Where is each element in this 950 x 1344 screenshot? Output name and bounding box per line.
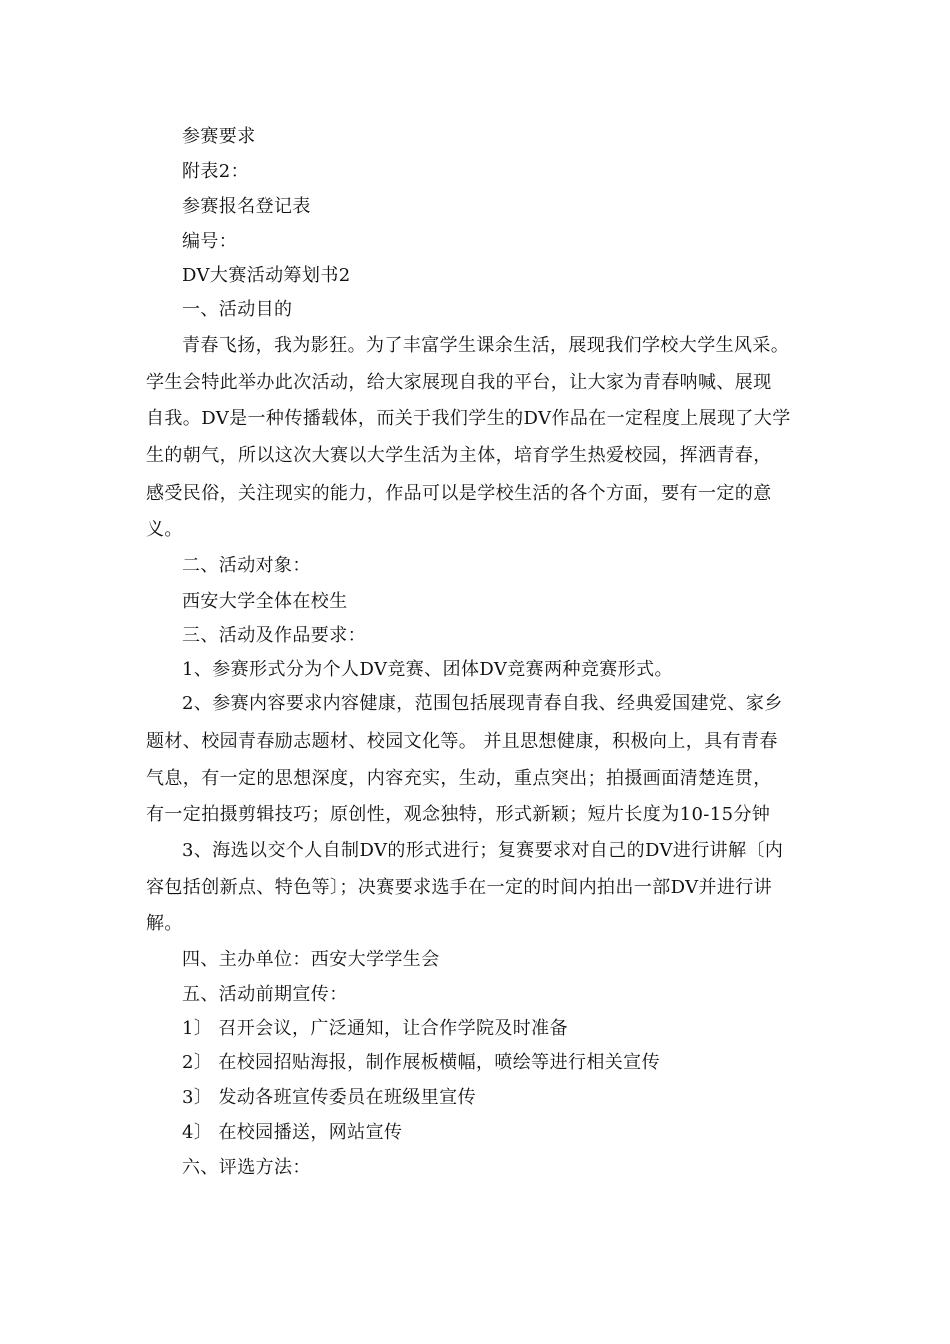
appendix-label: 附表2： [182,161,250,182]
target-text: 西安大学全体在校生 [182,591,348,612]
heading-entry-requirements: 参赛要求 [182,126,256,147]
section-heading-organizer: 四、主办单位：西安大学学生会 [182,949,440,970]
paragraph-line: 自我。DV是一种传播载体，而关于我们学生的DV作品在一定程度上展现了大学 [146,408,791,429]
paragraph-line: 容包括创新点、特色等〕；决赛要求选手在一定的时间内拍出一部DV并进行讲 [146,877,773,898]
promotion-item-2: 2〕 在校园招贴海报，制作展板横幅，喷绘等进行相关宣传 [182,1052,660,1073]
paragraph-line: 气息，有一定的思想深度，内容充实，生动，重点突出；拍摄画面清楚连贯， [146,768,772,789]
promotion-item-4: 4〕 在校园播送，网站宣传 [182,1122,403,1143]
section-heading-target: 二、活动对象： [182,555,311,576]
paragraph-line: 2、参赛内容要求内容健康，范围包括展现青春自我、经典爱国建党、家乡 [182,693,783,714]
section-heading-purpose: 一、活动目的 [182,299,293,320]
paragraph-line: 有一定拍摄剪辑技巧；原创性，观念独特，形式新颖；短片长度为10-15分钟 [146,804,771,825]
section-heading-promotion: 五、活动前期宣传： [182,984,348,1005]
section-heading-evaluation: 六、评选方法： [182,1157,311,1178]
paragraph-line: 感受民俗，关注现实的能力，作品可以是学校生活的各个方面，要有一定的意 [146,483,772,504]
registration-form-title: 参赛报名登记表 [182,196,311,217]
paragraph-line: 生的朝气，所以这次大赛以大学生活为主体，培育学生热爱校园，挥洒青春， [146,445,772,466]
paragraph-line: 解。 [146,913,183,934]
document-title: DV大赛活动筹划书2 [182,265,351,286]
requirement-item-1: 1、参赛形式分为个人DV竞赛、团体DV竞赛两种竞赛形式。 [182,659,673,680]
paragraph-line: 学生会特此举办此次活动，给大家展现自我的平台，让大家为青春呐喊、展现 [146,372,772,393]
paragraph-line: 青春飞扬，我为影狂。为了丰富学生课余生活，展现我们学校大学生风采。 [182,335,790,356]
paragraph-line: 义。 [146,519,183,540]
promotion-item-1: 1〕 召开会议，广泛通知，让合作学院及时准备 [182,1018,568,1039]
paragraph-line: 题材、校园青春励志题材、校园文化等。 并且思想健康，积极向上，具有青春 [146,731,778,752]
promotion-item-3: 3〕 发动各班宣传委员在班级里宣传 [182,1087,476,1108]
paragraph-line: 3、海选以交个人自制DV的形式进行；复赛要求对自己的DV进行讲解〔内 [182,840,784,861]
section-heading-requirements: 三、活动及作品要求： [182,625,366,646]
number-label: 编号： [182,231,238,252]
